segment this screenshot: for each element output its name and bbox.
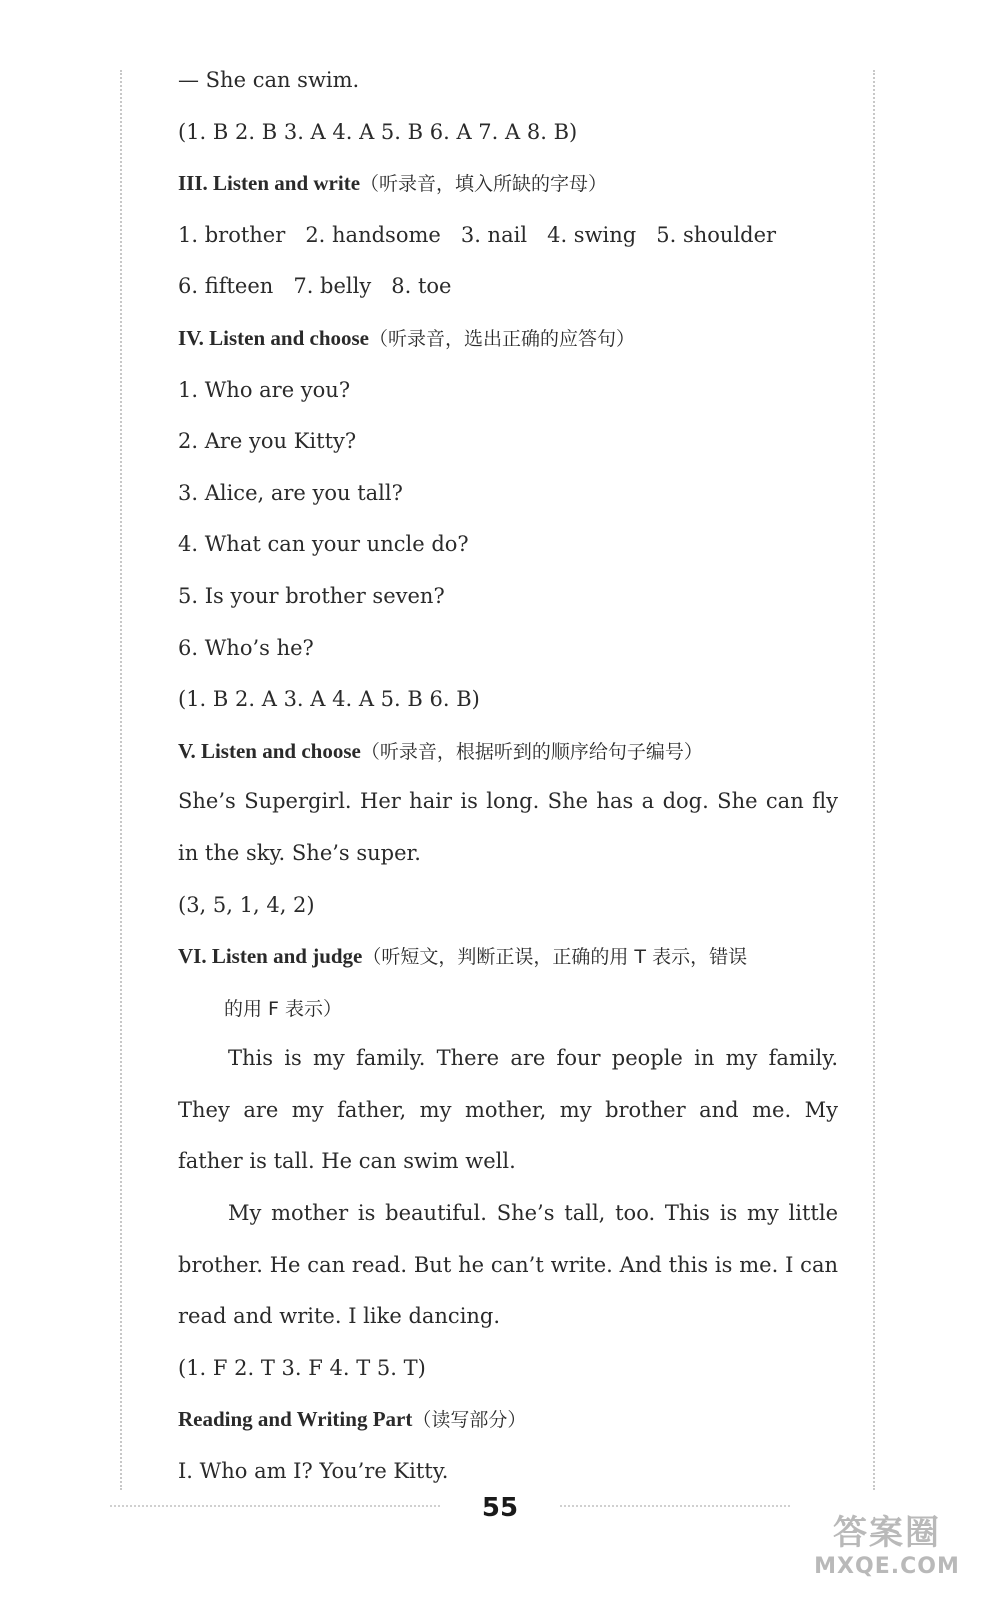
word-item: 6. fifteen (178, 274, 274, 299)
answer-line: — She can swim. (178, 68, 360, 92)
word-item: 5. shoulder (656, 222, 777, 247)
section-heading-iv (178, 324, 838, 352)
section-heading-reading (178, 1405, 838, 1433)
heading-cn: （读写部分） (412, 1409, 527, 1432)
answer-key: (3, 5, 1, 4, 2) (178, 892, 315, 917)
watermark-top: 答案圈 (833, 1513, 941, 1553)
answer-key: (1. B 2. B 3. A 4. A 5. B 6. A 7. A 8. B) (178, 119, 578, 144)
watermark-logo (802, 1512, 972, 1590)
word-item: 8. toe (391, 274, 452, 299)
section-heading-vi-cont (178, 994, 838, 1022)
question-line: 6. Who’s he? (178, 635, 314, 660)
question-line: 1. Who are you? (178, 377, 351, 402)
word-item: 2. handsome (305, 222, 441, 247)
watermark-bottom: MXQE.COM (814, 1554, 960, 1579)
heading-cn: （听录音，根据听到的顺序给句子编号） (360, 740, 703, 763)
word-list-row (178, 221, 838, 249)
word-item: 4. swing (547, 222, 637, 247)
heading-cn: （听录音，选出正确的应答句） (369, 327, 636, 350)
heading-en: V. Listen and choose (178, 738, 361, 763)
heading-cn: （听录音，填入所缺的字母） (360, 173, 608, 196)
listening-paragraph: My mother is beautiful. She’s tall, too. This is my little brother. He can read. But he can’t write. And this is me. I can read and write. I like dancing. (178, 1201, 838, 1329)
answer-line (178, 1457, 838, 1485)
answer-key: (1. F 2. T 3. F 4. T 5. T) (178, 1355, 426, 1380)
heading-en: III. Listen and write (178, 171, 361, 196)
heading-en: IV. Listen and choose (178, 325, 369, 350)
word-item: 3. nail (460, 222, 528, 247)
answer-text: I. Who am I? You’re Kitty. (178, 1459, 449, 1484)
right-margin-dots (873, 70, 875, 1490)
section-heading-vi (178, 942, 838, 970)
heading-cn: 的用 F 表示） (224, 997, 343, 1020)
answer-key: (1. B 2. A 3. A 4. A 5. B 6. B) (178, 687, 480, 712)
word-item: 7. belly (293, 274, 372, 299)
heading-cn: （听短文，判断正误，正确的用 T 表示，错误 (362, 946, 748, 969)
answer-page (178, 66, 838, 1509)
question-line: 3. Alice, are you tall? (178, 480, 403, 505)
question-line: 5. Is your brother seven? (178, 583, 445, 608)
question-line: 2. Are you Kitty? (178, 429, 357, 454)
section-heading-v (178, 737, 838, 765)
paragraph-block (178, 1033, 838, 1343)
word-item: 1. brother (178, 222, 286, 247)
question-line: 4. What can your uncle do? (178, 532, 469, 557)
page-number: 55 (481, 1493, 519, 1523)
left-margin-dots (120, 70, 122, 1490)
section-heading-iii (178, 169, 838, 197)
heading-en: Reading and Writing Part (178, 1407, 413, 1432)
listening-paragraph: She’s Supergirl. Her hair is long. She has a dog. She can fly in the sky. She’s super. (178, 789, 838, 865)
listening-paragraph: This is my family. There are four people in my family. They are my father, my mother, my brother and me. My father is tall. He can swim well. (178, 1046, 838, 1174)
word-list-row (178, 272, 838, 300)
paragraph-block (178, 776, 838, 879)
heading-en: VI. Listen and judge (178, 944, 363, 969)
